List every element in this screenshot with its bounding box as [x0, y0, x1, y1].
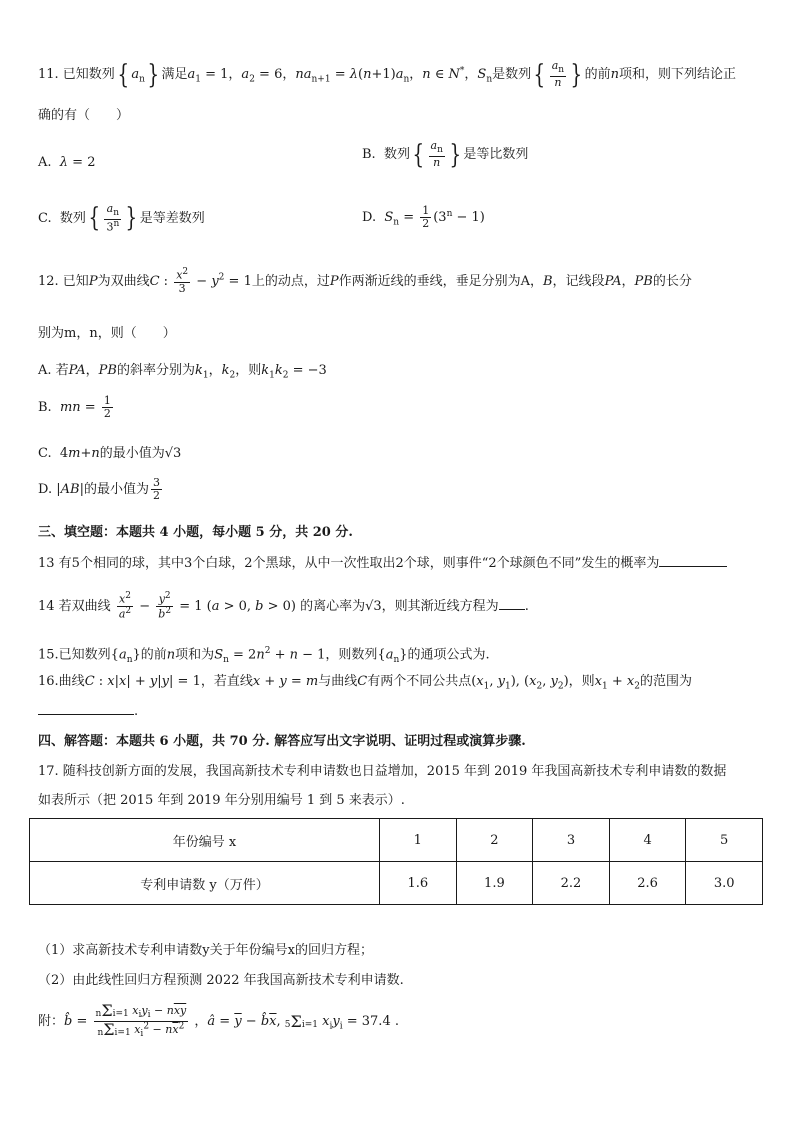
table-row [30, 862, 763, 905]
table-cell: 4 [609, 819, 686, 862]
q17-part-2: （2）由此线性回归方程预测 2022 年我国高新技术专利申请数. [38, 973, 404, 988]
q12-option-b: B. mn = $\frac{1}{2}$ [38, 394, 111, 421]
patent-data-table [29, 818, 763, 905]
q11-option-a: A. λ = 2 [38, 155, 96, 170]
table-cell: 2.6 [609, 862, 686, 905]
table-cell: 1.9 [456, 862, 533, 905]
table-row-label-x: 年份编号 x [30, 819, 380, 862]
table-row [30, 819, 763, 862]
q13 [38, 556, 727, 572]
q17-stem: 17. 随科技创新方面的发展，我国高新技术专利申请数也日益增加，2015 年到 2019 年我国高新技术专利申请数的数据 [38, 764, 727, 779]
q13-visible: 13 有5个相同的球，其中3个白球，2个黑球，从中一次性取出2个球，则事件“2个球颜色不同”发生的概率为 [38, 556, 660, 571]
table-cell: 5 [686, 819, 763, 862]
q17-appendix: 附：b̂ = nΣi=1 $x_iy_i - n\overline{xy}$ nΣi=1 $x_i^2 - n\overline{x}^2$ ，â = $\overline{y}$ − $b̂\overline{x}$, 5Σi=1 $x_iy_i = 37.4$ . [38, 1001, 399, 1040]
table-cell: 3 [533, 819, 610, 862]
table-cell: 1.6 [380, 862, 457, 905]
q17-part-1: （1）求高新技术专利申请数y关于年份编号x的回归方程； [38, 943, 373, 958]
q14: 14 若双曲线 $\frac{x^2}{a^2}$ − $\frac{y^2}{b^2}$ = 1 (a > 0, b > 0) 的离心率为√3，则其渐近线方程为 . [38, 591, 529, 621]
table-cell: 2 [456, 819, 533, 862]
q11-option-d: D. $S_n$ = $\frac{1}{2}$ $(3^n - 1)$ [362, 204, 485, 231]
q12-stem-cont: 别为m，n，则（ ） [38, 326, 176, 341]
q11-option-b: B. 数列{ $\frac{a_n}{n}$ } 是等比数列 [362, 139, 529, 170]
q13-answer-blank[interactable] [659, 565, 727, 567]
table-cell: 1 [380, 819, 457, 862]
section-4-heading: 四、解答题：本题共 6 小题，共 70 分. 解答应写出文字说明、证明过程或演算步骤. [38, 734, 526, 749]
q11-stem: 11. 已知数列{ $a_n$} 满足$a_1 = 1$，$a_2 = 6$，$na_{n+1} = \lambda(n+1)a_n$，n ∈ N*，$S_n$是数列{ $\frac{a_n}{n}$ } 的前n项和，则下列结论正 [38, 59, 736, 90]
q16-answer-line[interactable]: . [38, 704, 138, 720]
q12-stem: 12. 已知P为双曲线C : $\frac{x^2}{3}$ − $y^2 = 1$上的动点，过P作两渐近线的垂线，垂足分别为A，B，记线段PA，PB的长分 [38, 267, 692, 295]
q11-option-c: C. 数列{ $\frac{a_n}{3^n}$ } 是等差数列 [38, 202, 205, 234]
section-3-heading: 三、填空题：本题共 4 小题，每小题 5 分，共 20 分. [38, 525, 353, 540]
q11-stem-cont: 确的有（ ） [38, 108, 130, 123]
table-row-label-y: 专利申请数 y（万件） [30, 862, 380, 905]
q14-answer-blank[interactable] [499, 608, 525, 610]
q15: 15.已知数列$\{a_n\}$的前n项和为$S_n = 2n^2 + n - 1$，则数列$\{a_n\}$的通项公式为. [38, 646, 490, 665]
q12-option-c: C. 4m+n的最小值为√3 [38, 446, 182, 461]
table-cell: 3.0 [686, 862, 763, 905]
q11-stem-text [0, 0, 1, 1]
q16: 16.曲线C : x|x| + y|y| = 1，若直线x + y = m与曲线C有两个不同公共点($x_1$, $y_1$), ($x_2$, $y_2$)，则$x_1 + x_2$的范围为 [38, 674, 692, 692]
table-cell: 2.2 [533, 862, 610, 905]
q12-option-a: A. 若PA，PB的斜率分别为$k_1$，$k_2$，则$k_1k_2 = -3$ [38, 363, 327, 381]
q17-stem-cont: 如表所示（把 2015 年到 2019 年分别用编号 1 到 5 来表示）. [38, 793, 405, 808]
q12-option-d: D. |AB|的最小值为 $\frac{3}{2}$ [38, 476, 160, 503]
